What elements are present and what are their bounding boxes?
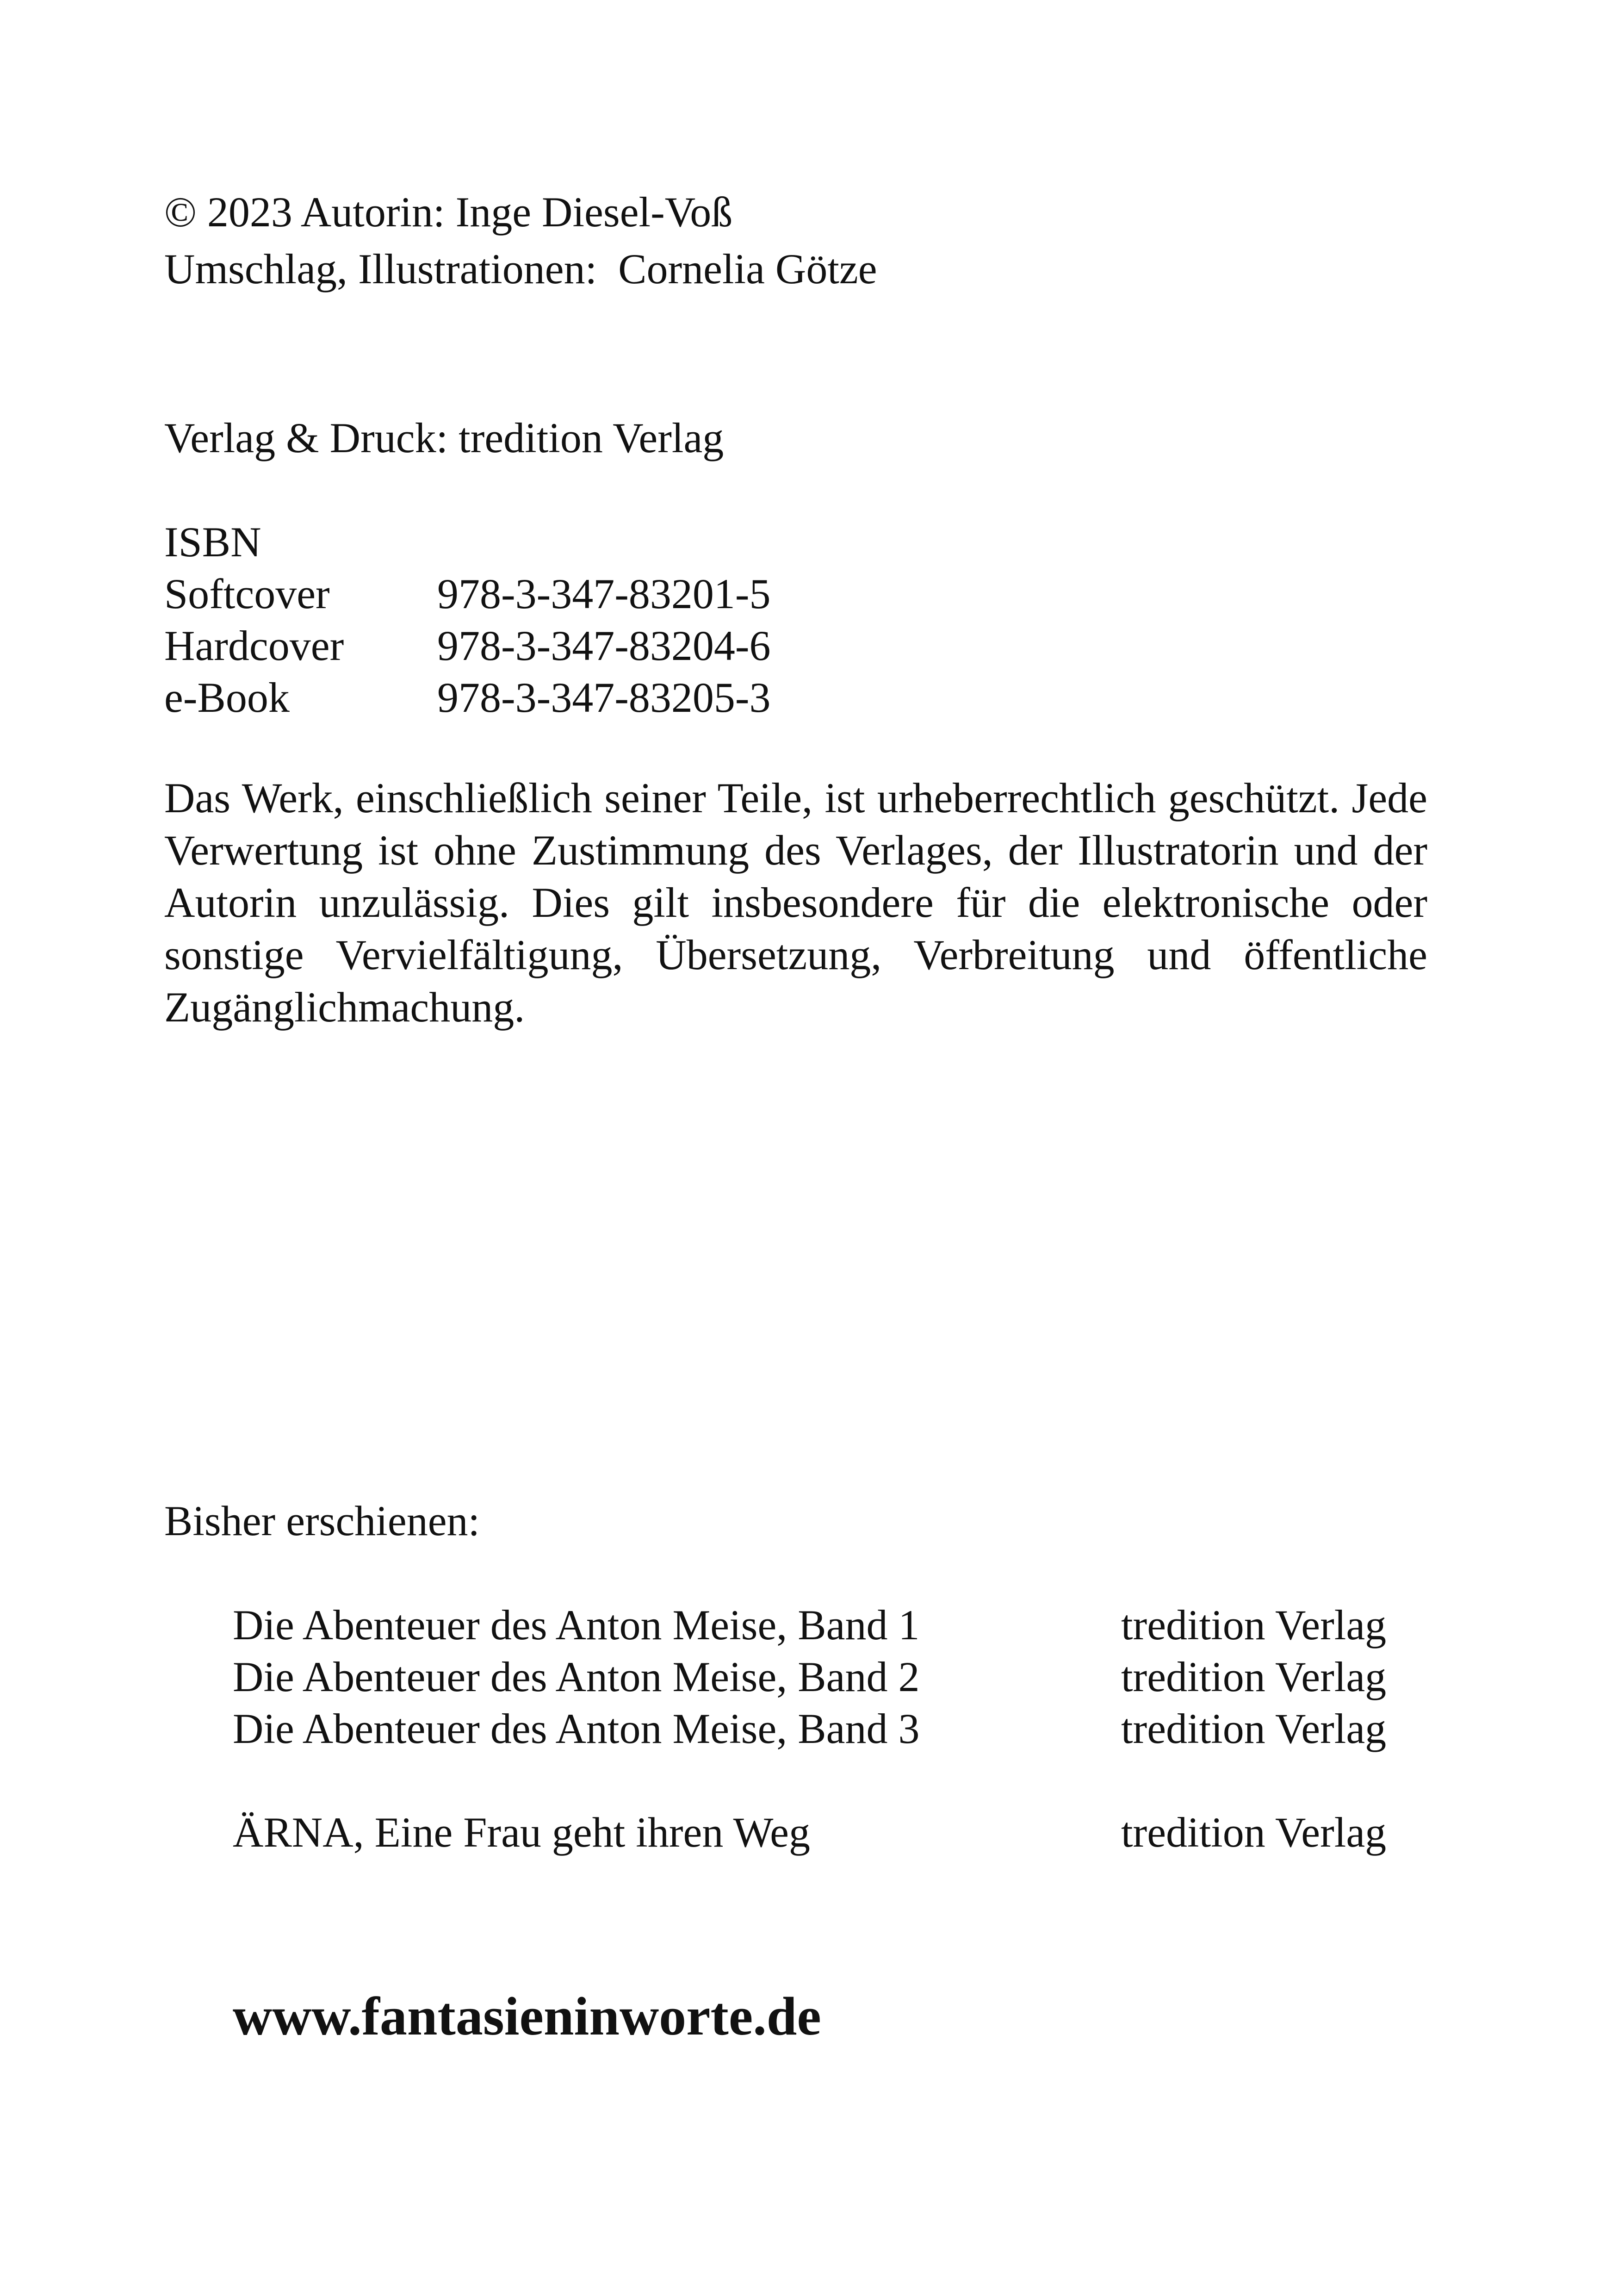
cover-illustration-credit: Umschlag, Illustrationen: Cornelia Götze <box>164 245 877 292</box>
isbn-row-softcover <box>164 568 1090 620</box>
book-publisher: tredition Verlag <box>1121 1601 1387 1649</box>
isbn-heading: ISBN <box>164 518 261 566</box>
isbn-number: 978-3-347-83201-5 <box>437 570 771 617</box>
publisher-line: Verlag & Druck: tredition Verlag <box>164 414 724 461</box>
isbn-row-hardcover <box>164 620 1090 672</box>
book-title: Die Abenteuer des Anton Meise, Band 3 <box>233 1705 920 1752</box>
website-link[interactable]: www.fantasieninworte.de <box>233 1986 821 2047</box>
isbn-format: Hardcover <box>164 622 344 669</box>
isbn-number: 978-3-347-83205-3 <box>437 674 771 721</box>
book-publisher: tredition Verlag <box>1121 1705 1387 1752</box>
previous-book-row <box>233 1806 1436 1858</box>
isbn-format: e-Book <box>164 674 290 721</box>
book-publisher: tredition Verlag <box>1121 1653 1387 1700</box>
previous-book-row <box>233 1703 1436 1755</box>
legal-notice: Das Werk, einschließlich seiner Teile, ist urheberrechtlich geschützt. Jede Verwertung ist ohne Zustimmung des Verlages, der Illustratorin und der Autorin unzulässig. Dies gilt insbesondere für die elektronische oder sonstige Vervielfältigung, Übersetzung, Verbreitung und öffentliche Zugänglichmachung. <box>164 774 1427 1031</box>
book-title: Die Abenteuer des Anton Meise, Band 1 <box>233 1601 920 1649</box>
isbn-format: Softcover <box>164 570 330 617</box>
isbn-row-ebook <box>164 672 1090 723</box>
previous-book-row <box>233 1651 1436 1703</box>
book-publisher: tredition Verlag <box>1121 1809 1387 1856</box>
previous-book-row <box>233 1599 1436 1651</box>
copyright-line: © 2023 Autorin: Inge Diesel-Voß <box>164 188 733 236</box>
previous-books-heading: Bisher erschienen: <box>164 1497 480 1544</box>
book-title: Die Abenteuer des Anton Meise, Band 2 <box>233 1653 920 1700</box>
book-title: ÄRNA, Eine Frau geht ihren Weg <box>233 1809 810 1856</box>
isbn-number: 978-3-347-83204-6 <box>437 622 771 669</box>
